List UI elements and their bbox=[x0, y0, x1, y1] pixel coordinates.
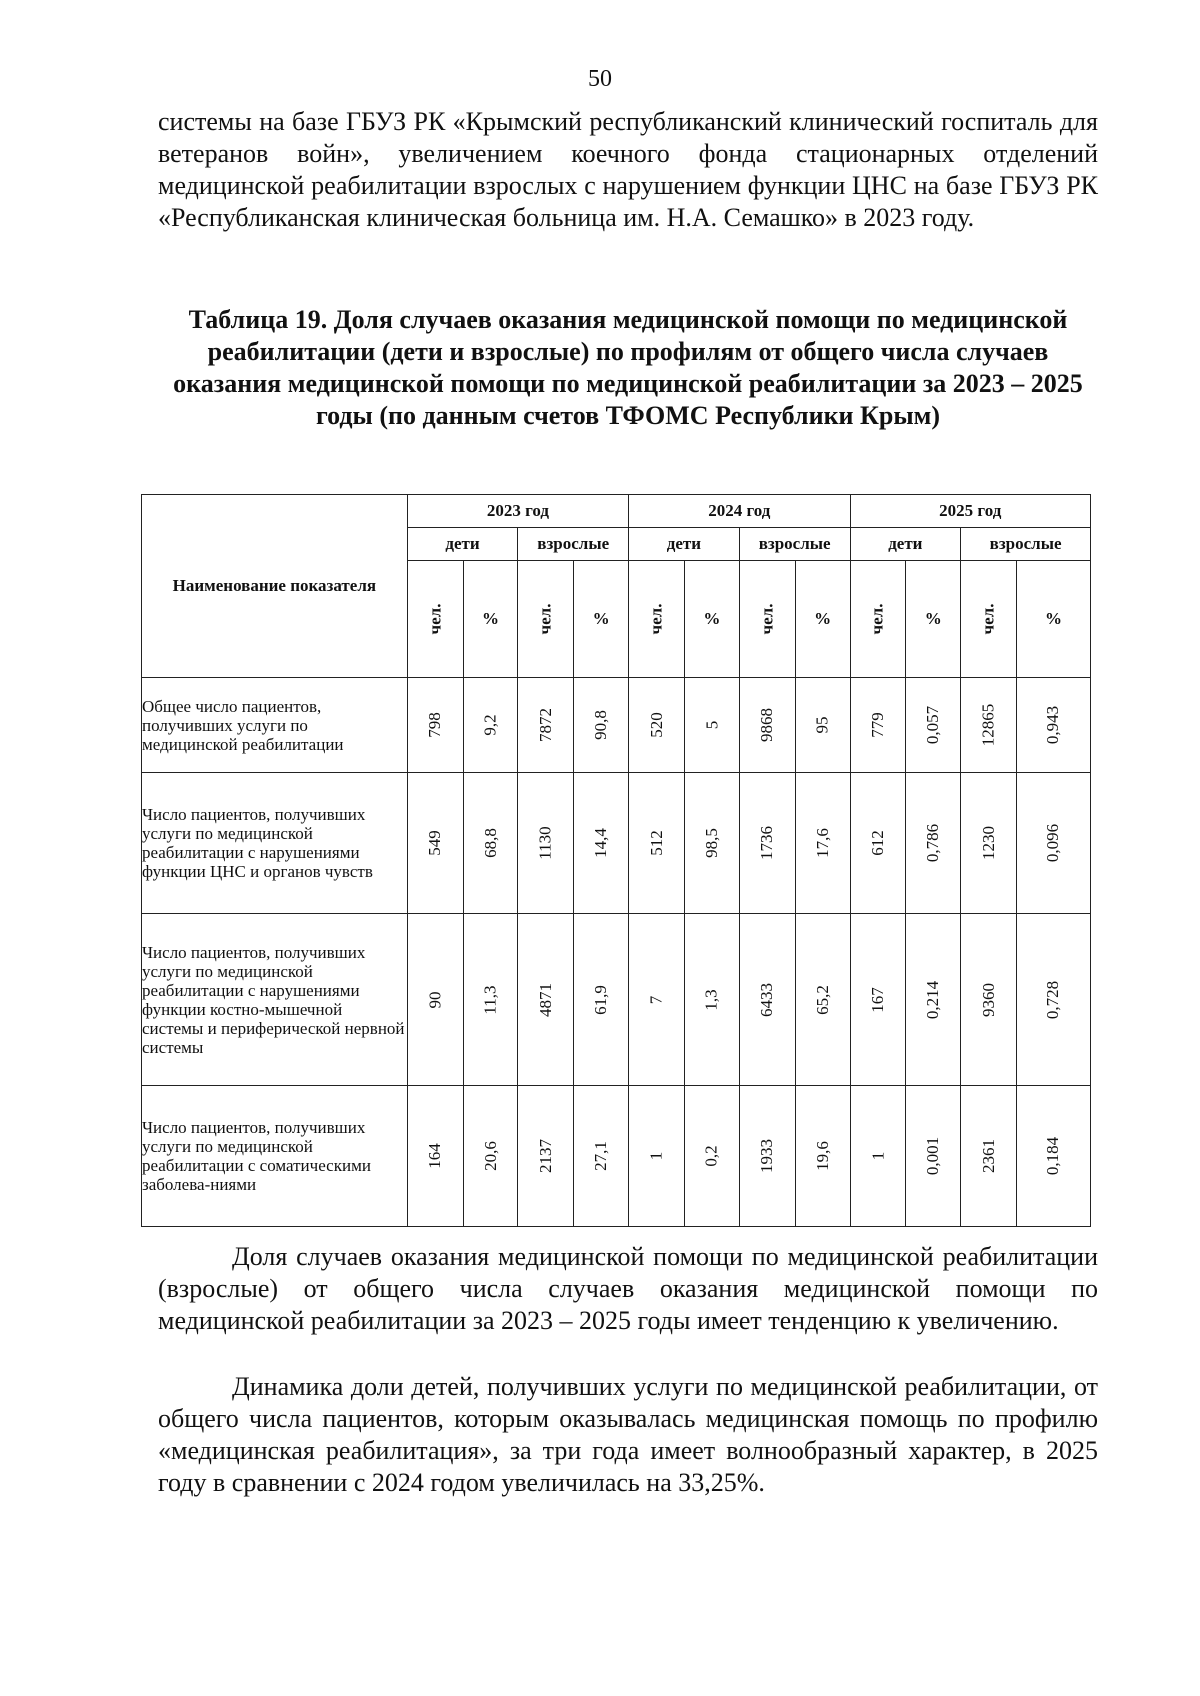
table-cell: 65,2 bbox=[795, 914, 850, 1086]
table-cell: 2361 bbox=[961, 1086, 1017, 1227]
table-cell: 1,3 bbox=[684, 914, 739, 1086]
unit-header-percent: % bbox=[463, 561, 518, 678]
table-cell: 0,184 bbox=[1017, 1086, 1091, 1227]
table-cell: 0,057 bbox=[906, 678, 961, 773]
unit-header-percent: % bbox=[906, 561, 961, 678]
table-cell: 12865 bbox=[961, 678, 1017, 773]
table-cell: 0,214 bbox=[906, 914, 961, 1086]
table-cell: 17,6 bbox=[795, 773, 850, 914]
group-header-children: дети bbox=[850, 528, 961, 561]
table-cell: 20,6 bbox=[463, 1086, 518, 1227]
table-row bbox=[142, 773, 1091, 914]
table-cell: 6433 bbox=[739, 914, 795, 1086]
table-cell: 7872 bbox=[518, 678, 574, 773]
table-cell: 798 bbox=[407, 678, 463, 773]
table-cell: 0,786 bbox=[906, 773, 961, 914]
unit-header-persons: чел. bbox=[518, 561, 574, 678]
unit-header-percent: % bbox=[684, 561, 739, 678]
table-cell: 612 bbox=[850, 773, 906, 914]
table-cell: 61,9 bbox=[574, 914, 629, 1086]
page-number: 50 bbox=[588, 66, 612, 92]
indicator-name-header: Наименование показателя bbox=[142, 495, 408, 678]
table-cell: 1230 bbox=[961, 773, 1017, 914]
table-cell: 11,3 bbox=[463, 914, 518, 1086]
table-cell: 164 bbox=[407, 1086, 463, 1227]
table-cell: 512 bbox=[629, 773, 685, 914]
table-cell: 19,6 bbox=[795, 1086, 850, 1227]
table-cell: 4871 bbox=[518, 914, 574, 1086]
table-row bbox=[142, 914, 1091, 1086]
table-cell: 5 bbox=[684, 678, 739, 773]
table-cell: 2137 bbox=[518, 1086, 574, 1227]
group-header-children: дети bbox=[629, 528, 740, 561]
year-header-2024: 2024 год bbox=[629, 495, 850, 528]
unit-header-percent: % bbox=[574, 561, 629, 678]
year-header-2023: 2023 год bbox=[407, 495, 628, 528]
table-cell: 9868 bbox=[739, 678, 795, 773]
table-row bbox=[142, 678, 1091, 773]
group-header-children: дети bbox=[407, 528, 518, 561]
unit-header-persons: чел. bbox=[961, 561, 1017, 678]
table-cell: 14,4 bbox=[574, 773, 629, 914]
row-label: Число пациентов, получивших услуги по медицинской реабилитации с соматическими заболева-ниями bbox=[142, 1086, 408, 1227]
unit-header-persons: чел. bbox=[629, 561, 685, 678]
table-cell: 68,8 bbox=[463, 773, 518, 914]
table-cell: 167 bbox=[850, 914, 906, 1086]
table-cell: 9,2 bbox=[463, 678, 518, 773]
table-cell: 0,943 bbox=[1017, 678, 1091, 773]
conclusion-paragraph-children: Динамика доли детей, получивших услуги по медицинской реабилитации, от общего числа пациентов, которым оказывалась медицинская помощь по профилю «медицинская реабилитация», за три года имеет волнообразный характер, в 2025 году в сравнении с 2024 годом увеличилась на 33,25%. bbox=[158, 1372, 1098, 1497]
table-cell: 90,8 bbox=[574, 678, 629, 773]
table-cell: 1736 bbox=[739, 773, 795, 914]
table-cell: 0,728 bbox=[1017, 914, 1091, 1086]
row-label: Общее число пациентов, получивших услуги по медицинской реабилитации bbox=[142, 678, 408, 773]
table-cell: 1 bbox=[629, 1086, 685, 1227]
unit-header-persons: чел. bbox=[739, 561, 795, 678]
table-cell: 98,5 bbox=[684, 773, 739, 914]
table-row bbox=[142, 1086, 1091, 1227]
table-cell: 1933 bbox=[739, 1086, 795, 1227]
unit-header-persons: чел. bbox=[407, 561, 463, 678]
table-cell: 0,2 bbox=[684, 1086, 739, 1227]
conclusion-paragraph-adults: Доля случаев оказания медицинской помощи по медицинской реабилитации (взрослые) от общего числа случаев оказания медицинской помощи по медицинской реабилитации за 2023 – 2025 годы имеет тенденцию к увеличению. bbox=[158, 1242, 1098, 1335]
table-cell: 7 bbox=[629, 914, 685, 1086]
year-header-2025: 2025 год bbox=[850, 495, 1091, 528]
unit-header-percent: % bbox=[795, 561, 850, 678]
group-header-adults: взрослые bbox=[739, 528, 850, 561]
table-cell: 1130 bbox=[518, 773, 574, 914]
group-header-adults: взрослые bbox=[518, 528, 629, 561]
row-label: Число пациентов, получивших услуги по медицинской реабилитации с нарушениями функции костно-мышечной системы и периферической нервной системы bbox=[142, 914, 408, 1086]
unit-header-percent: % bbox=[1017, 561, 1091, 678]
row-label: Число пациентов, получивших услуги по медицинской реабилитации с нарушениями функции ЦНС и органов чувств bbox=[142, 773, 408, 914]
table-cell: 1 bbox=[850, 1086, 906, 1227]
table-cell: 9360 bbox=[961, 914, 1017, 1086]
table-cell: 90 bbox=[407, 914, 463, 1086]
table-cell: 0,096 bbox=[1017, 773, 1091, 914]
table-cell: 779 bbox=[850, 678, 906, 773]
group-header-adults: взрослые bbox=[961, 528, 1091, 561]
table-cell: 520 bbox=[629, 678, 685, 773]
table-cell: 27,1 bbox=[574, 1086, 629, 1227]
table-cell: 0,001 bbox=[906, 1086, 961, 1227]
table-title: Таблица 19. Доля случаев оказания медицинской помощи по медицинской реабилитации (дети и взрослые) по профилям от общего числа случаев оказания медицинской помощи по медицинской реабилитации за 2023 – 2025 годы (по данным счетов ТФОМС Республики Крым) bbox=[173, 305, 1083, 430]
intro-paragraph: системы на базе ГБУЗ РК «Крымский республиканский клинический госпиталь для ветеранов войн», увеличением коечного фонда стационарных отделений медицинской реабилитации взрослых с нарушением функции ЦНС на базе ГБУЗ РК «Республиканская клиническая больница им. Н.А. Семашко» в 2023 году. bbox=[158, 107, 1098, 232]
table-cell: 549 bbox=[407, 773, 463, 914]
unit-header-persons: чел. bbox=[850, 561, 906, 678]
table-cell: 95 bbox=[795, 678, 850, 773]
data-table bbox=[141, 494, 1091, 1227]
